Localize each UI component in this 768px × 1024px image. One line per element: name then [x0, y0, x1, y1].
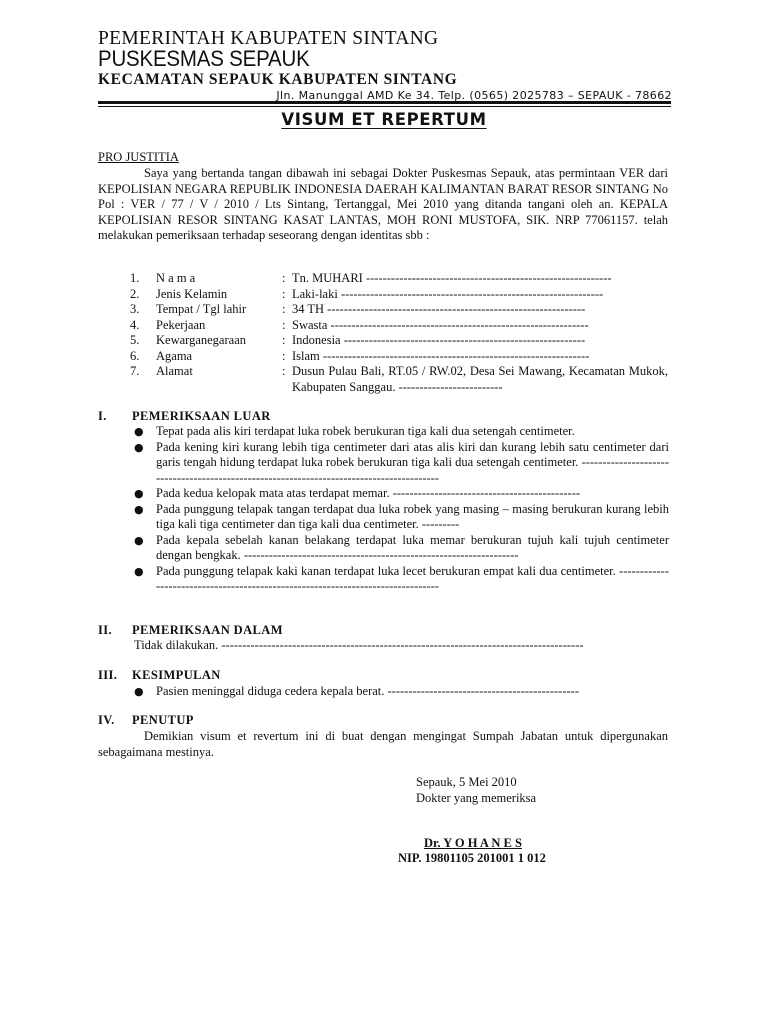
bullet-icon: ● — [134, 685, 144, 698]
closing-paragraph: Demikian visum et revertum ini di buat dengan mengingat Sumpah Jabatan untuk dipergunakan sebagaimana mestinya. — [98, 729, 668, 759]
identity-row: 3. Tempat / Tgl lahir : 34 TH -------------------------------------------------------------- — [130, 302, 586, 316]
government-name: PEMERINTAH KABUPATEN SINTANG — [98, 28, 439, 49]
intro-paragraph: Saya yang bertanda tangan dibawah ini sebagai Dokter Puskesmas Sepauk, atas permintaan VER dari KEPOLISIAN NEGARA REPUBLIK INDONESIA DAERAH KALIMANTAN BARAT RESOR SINTANG No Pol : VER / 77 / V / 2010 / Lts Sintang, Tertanggal, Mei 2010 yang ditanda tangani oleh an. KEPALA KEPOLISIAN RESOR SINTANG KASAT LANTAS, MOH RONI MUSTOFA, SIK. NRP 77061157. telah melakukan pemeriksaan terhadap seseorang dengan identitas sbb : — [98, 166, 668, 242]
signer-name: Dr. Y O H A N E S — [424, 836, 522, 850]
section2-text: Tidak dilakukan. --------------------------------------------------------------------------------------- — [134, 638, 584, 652]
identity-list — [98, 271, 670, 395]
identity-row: 2. Jenis Kelamin : Laki-laki --------------------------------------------------------------- — [130, 286, 604, 301]
bullet-icon: ● — [134, 440, 144, 454]
section-heading: I. PEMERIKSAAN LUAR — [98, 409, 271, 423]
section3-conclusion-list — [134, 684, 669, 700]
bullet-icon: ● — [134, 425, 144, 438]
list-item: ● Pada punggung telapak kaki kanan terdapat luka lecet berukuran empat kali dua centimeter. -------------------------------------------------------------------------------- — [134, 563, 669, 593]
section-heading: II. PEMERIKSAAN DALAM — [98, 623, 283, 637]
identity-row: 1. N a m a : Tn. MUHARI ----------------------------------------------------------- — [130, 271, 612, 285]
letterhead-rule-thin — [98, 106, 671, 107]
bullet-icon: ● — [134, 502, 144, 516]
list-item: ● Pada punggung telapak tangan terdapat dua luka robek yang masing – masing berukuran kurang lebih tiga kali tiga centimeter dan tiga kali dua centimeter. --------- — [134, 501, 669, 531]
identity-row: 6. Agama : Islam ---------------------------------------------------------------- — [130, 348, 590, 363]
list-item: ● Pada kedua kelopak mata atas terdapat memar. --------------------------------------------- — [134, 486, 581, 500]
identity-row: 4. Pekerjaan : Swasta -------------------------------------------------------------- — [130, 317, 589, 332]
signer-nip: NIP. 19801105 201001 1 012 — [398, 851, 546, 865]
letterhead-rule-thick — [98, 101, 671, 104]
list-item: ● Pada kepala sebelah kanan belakang terdapat luka memar berukuran tujuh kali tujuh centimeter dengan bengkak. ------------------------------------------------------------------ — [134, 532, 669, 562]
district-name: KECAMATAN SEPAUK KABUPATEN SINTANG — [98, 71, 458, 88]
institution-address: Jln. Manunggal AMD Ke 34. Telp. (0565) 2025783 – SEPAUK - 78662 — [276, 89, 672, 102]
section-heading: III. KESIMPULAN — [98, 668, 221, 682]
list-item: ● Pasien meninggal diduga cedera kepala berat. ---------------------------------------------- — [134, 684, 579, 698]
letterhead — [98, 28, 672, 102]
list-item: ● Tepat pada alis kiri terdapat luka robek berukuran tiga kali dua setengah centimeter. — [134, 424, 575, 438]
institution-name: PUSKESMAS SEPAUK — [98, 46, 310, 71]
bullet-icon: ● — [134, 533, 144, 547]
bullet-icon: ● — [134, 487, 144, 500]
section1-findings-list — [134, 424, 669, 595]
identity-row: 5. Kewarganegaraan : Indonesia ---------------------------------------------------------- — [130, 333, 586, 347]
section-heading: IV. PENUTUP — [98, 713, 194, 727]
signature-place-date: Sepauk, 5 Mei 2010 — [416, 775, 517, 789]
bullet-icon: ● — [134, 564, 144, 578]
pro-justitia-label: PRO JUSTITIA — [98, 150, 179, 164]
signature-role: Dokter yang memeriksa — [416, 791, 537, 805]
list-item: ● Pada kening kiri kurang lebih tiga centimeter dari atas alis kiri dan kurang lebih satu centimeter dari garis tengah hidung terdapat luka robek berukuran tiga kali dua setengah centimeter. ----------------------------------------------------------------------------------------- — [134, 439, 669, 485]
document-title: VISUM ET REPERTUM — [281, 110, 487, 129]
identity-row: 7. Alamat : Dusun Pulau Bali, RT.05 / RW.02, Desa Sei Mawang, Kecamatan Mukok, Kabupaten Sanggau. ------------------------- — [130, 364, 668, 394]
